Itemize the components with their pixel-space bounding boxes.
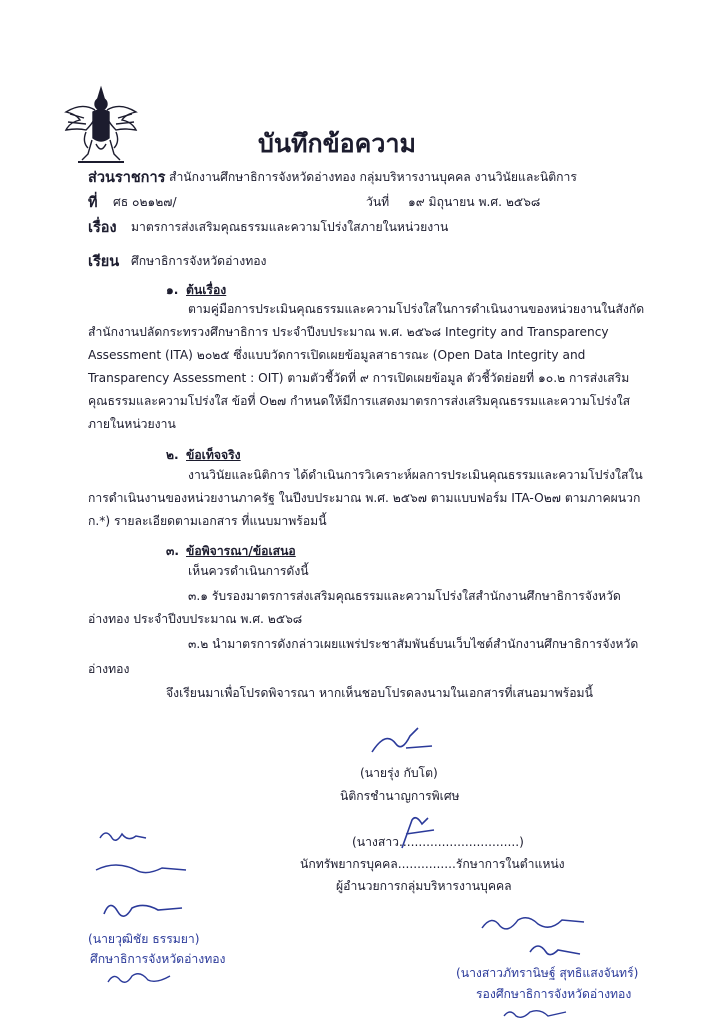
section-3-item-2-cont: อ่างทอง: [88, 662, 130, 676]
section-3-heading: ข้อพิจารณา/ข้อเสนอ: [186, 544, 296, 558]
subject-label: เรื่อง: [88, 220, 117, 236]
closing-line: จึงเรียนมาเพื่อโปรดพิจารณา หากเห็นชอบโปรดลงนามในเอกสารที่เสนอมาพร้อมนี้: [166, 686, 593, 700]
section-3-item-1: ๓.๑ รับรองมาตรการส่งเสริมคุณธรรมและความโปร่งใสสำนักงานศึกษาธิการจังหวัด: [188, 589, 621, 603]
hr-position-1: นักทรัพยากรบุคคล...............รักษาการในตำแหน่ง: [300, 857, 565, 871]
date-label: วันที่: [366, 195, 390, 209]
section-1-number: ๑.: [166, 283, 179, 297]
left-handwriting: [86, 824, 196, 894]
hr-position-2: ผู้อำนวยการกลุ่มบริหารงานบุคคล: [336, 879, 512, 893]
section-1-line: Transparency Assessment : OIT) ตามตัวชี้วัดที่ ๙ การเปิดเผยข้อมูล ตัวชี้วัดย่อยที่ ๑๐.๒ การส่งเสริม: [88, 371, 630, 385]
section-1-heading: ต้นเรื่อง: [186, 283, 227, 297]
section-3-item-1-cont: อ่างทอง ประจำปีงบประมาณ พ.ศ. ๒๕๖๘: [88, 612, 303, 626]
section-3-item-2: ๓.๒ นำมาตรการดังกล่าวเผยแพร่ประชาสัมพันธ์บนเว็บไซต์สำนักงานศึกษาธิการจังหวัด: [188, 637, 639, 651]
to-value: ศึกษาธิการจังหวัดอ่างทอง: [131, 254, 267, 268]
section-2-heading: ข้อเท็จจริง: [186, 448, 241, 462]
deputy-name: (นางสาวภัทรานิษฐ์ สุทธิแสงจันทร์): [456, 966, 639, 980]
agency-label: ส่วนราชการ: [88, 170, 166, 186]
section-2-line: ก.*) รายละเอียดตามเอกสาร ที่แนบมาพร้อมนี้: [88, 514, 327, 528]
section-1-line: Assessment (ITA) ๒๐๒๕ ซึ่งแบบวัดการเปิดเผยข้อมูลสาธารณะ (Open Data Integrity and: [88, 348, 586, 362]
left-signature: [96, 894, 186, 928]
section-2-line: งานวินัยและนิติการ ได้ดำเนินการวิเคราะห์ผลการประเมินคุณธรรมและความโปร่งใสใน: [188, 468, 643, 482]
page-title: บันทึกข้อความ: [258, 129, 416, 158]
deputy-signature: [524, 938, 584, 964]
officer-signature: [366, 722, 436, 762]
section-1-line: คุณธรรมและความโปร่งใส ข้อที่ O๒๗ กำหนดให้มีการแสดงมาตรการส่งเสริมคุณธรรมและความโปร่งใส: [88, 394, 631, 408]
left-name: (นายวุฒิชัย ธรรมยา): [88, 932, 200, 946]
left-date-scrawl: [104, 966, 174, 988]
section-3-number: ๓.: [166, 544, 179, 558]
hr-name: (นางสาว...............................): [352, 835, 524, 849]
section-1-line: สำนักงานปลัดกระทรวงศึกษาธิการ ประจำปีงบประมาณ พ.ศ. ๒๕๖๘ Integrity and Transparency: [88, 325, 609, 339]
deputy-date-scrawl: [500, 1004, 570, 1022]
ref-label: ที่: [88, 195, 98, 211]
date-value: ๑๙ มิถุนายน พ.ศ. ๒๕๖๘: [408, 195, 541, 209]
section-1-line: ภายในหน่วยงาน: [88, 417, 176, 431]
left-position: ศึกษาธิการจังหวัดอ่างทอง: [90, 952, 226, 966]
to-label: เรียน: [88, 254, 120, 270]
officer-name: (นายรุ่ง กับโต): [360, 766, 438, 780]
deputy-handwriting: [478, 910, 588, 938]
garuda-emblem: [62, 84, 140, 166]
ref-value: ศธ ๐๒๑๒๗/: [113, 195, 177, 209]
officer-position: นิติกรชำนาญการพิเศษ: [340, 789, 460, 803]
section-2-line: การดำเนินงานของหน่วยงานภาครัฐ ในปีงบประมาณ พ.ศ. ๒๕๖๗ ตามแบบฟอร์ม ITA-O๒๗ ตามภาคผนวก: [88, 491, 641, 505]
section-3-intro: เห็นควรดำเนินการดังนี้: [188, 564, 309, 578]
section-1-line: ตามคู่มือการประเมินคุณธรรมและความโปร่งใสในการดำเนินงานของหน่วยงานในสังกัด: [188, 302, 645, 316]
subject-value: มาตรการส่งเสริมคุณธรรมและความโปร่งใสภายในหน่วยงาน: [131, 220, 449, 234]
agency-value: สำนักงานศึกษาธิการจังหวัดอ่างทอง กลุ่มบริหารงานบุคคล งานวินัยและนิติการ: [169, 170, 577, 184]
deputy-position: รองศึกษาธิการจังหวัดอ่างทอง: [476, 987, 632, 1001]
section-2-number: ๒.: [166, 448, 179, 462]
